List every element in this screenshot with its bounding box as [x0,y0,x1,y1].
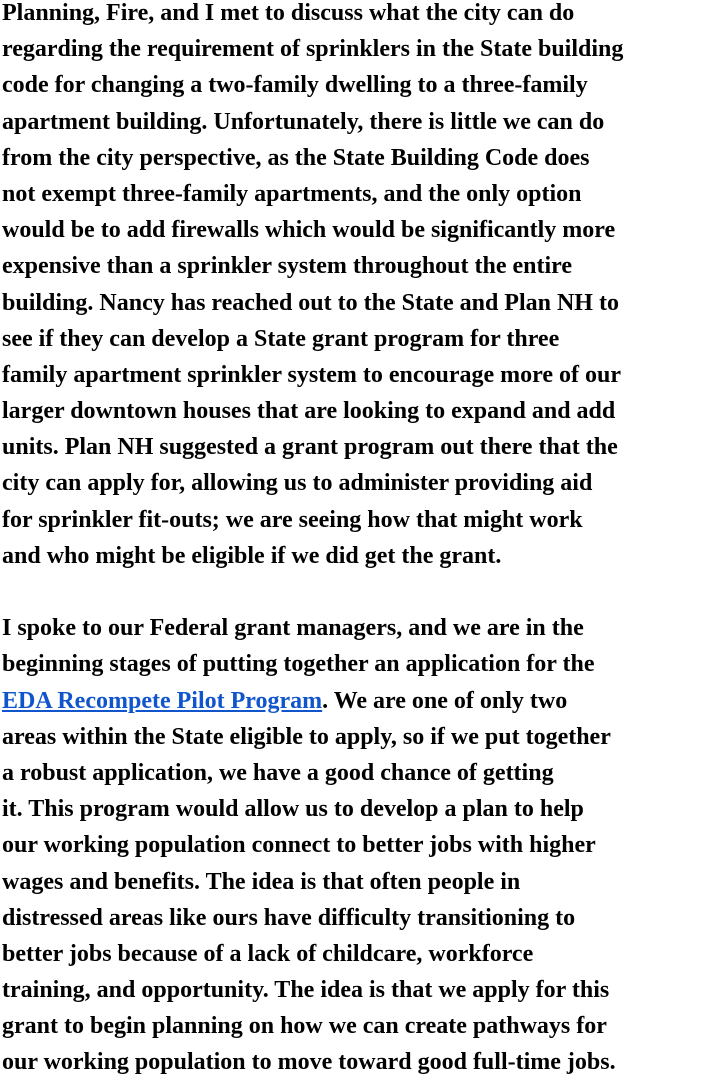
paragraph-line: I spoke to our Federal grant managers, and we are in the [2,615,584,642]
paragraph-sprinkler-requirements [2,0,714,574]
paragraph-line: areas within the State eligible to apply, so if we put together [2,723,611,750]
paragraph-line: from the city perspective, as the State Building Code does [2,144,590,171]
paragraph-line: it. This program would allow us to develop a plan to help [2,796,584,823]
paragraph-eda-recompete [2,610,714,1080]
paragraph-line: and who might be eligible if we did get the grant. [2,542,502,569]
paragraph-line: distressed areas like ours have difficulty transitioning to [2,904,576,931]
paragraph-line: apartment building. Unfortunately, there is little we can do [2,108,605,135]
paragraph-line: see if they can develop a State grant program for three [2,325,560,352]
paragraph-line: training, and opportunity. The idea is that we apply for this [2,977,610,1004]
paragraph-line: city can apply for, allowing us to administer providing aid [2,470,593,497]
paragraph-line: better jobs because of a lack of childcare, workforce [2,940,534,967]
paragraph-line: larger downtown houses that are looking to expand and add [2,398,616,425]
paragraph-line: a robust application, we have a good chance of getting [2,759,554,786]
paragraph-spacer [2,574,714,610]
paragraph-line: our working population to move toward good full-time jobs. [2,1049,616,1076]
eda-recompete-pilot-program-link[interactable]: EDA Recompete Pilot Program [2,687,323,714]
paragraph-line: our working population connect to better jobs with higher [2,832,596,859]
paragraph-line: building. Nancy has reached out to the State and Plan NH to [2,289,619,316]
paragraph-line: wages and benefits. The idea is that often people in [2,868,521,895]
paragraph-line: beginning stages of putting together an application for the [2,651,595,678]
paragraph-line: Planning, Fire, and I met to discuss what the city can do [2,0,575,26]
paragraph-line: code for changing a two-family dwelling to a three-family [2,72,588,99]
paragraph-line: for sprinkler fit-outs; we are seeing how that might work [2,506,583,533]
paragraph-line: would be to add firewalls which would be significantly more [2,217,616,244]
paragraph-line-with-link [2,683,714,719]
paragraph-line: family apartment sprinkler system to encourage more of our [2,361,622,388]
paragraph-text: . We are one of only two [322,687,568,714]
paragraph-line: not exempt three-family apartments, and the only option [2,180,582,207]
paragraph-line: expensive than a sprinkler system throughout the entire [2,253,573,280]
paragraph-line: units. Plan NH suggested a grant program out there that the [2,434,618,461]
paragraph-line: grant to begin planning on how we can create pathways for [2,1013,607,1040]
paragraph-line: regarding the requirement of sprinklers in the State building [2,36,624,63]
